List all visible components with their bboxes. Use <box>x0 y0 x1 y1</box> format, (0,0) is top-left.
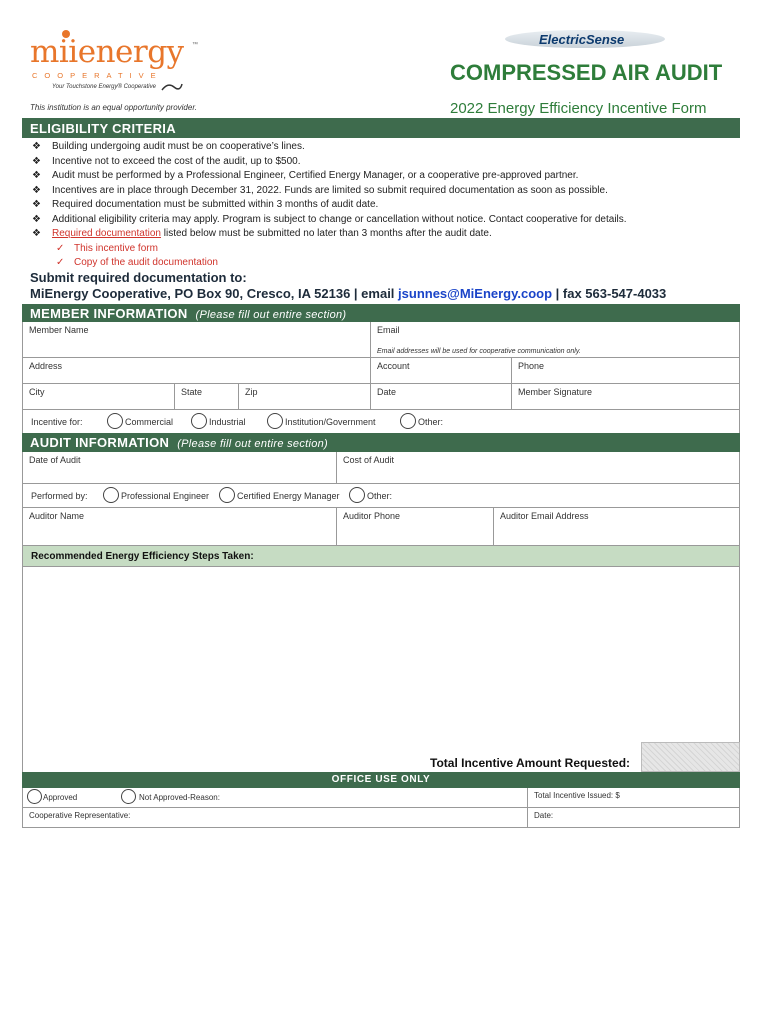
checkmark-icon: ✓ <box>56 242 65 254</box>
email-field[interactable]: Email Email addresses will be used for cooperative communication only. <box>371 322 740 358</box>
list-item: ❖ Audit must be performed by a Professional Engineer, Certified Energy Manager, or a cooperative pre-approved partner. <box>28 169 728 184</box>
list-item: ❖ Required documentation must be submitted within 3 months of audit date. <box>28 198 728 213</box>
list-item: ❖ Incentives are in place through December 31, 2022. Funds are limited so submit required documentation as soon as possible. <box>28 184 728 199</box>
recommended-steps-header <box>22 545 740 567</box>
diamond-bullet-icon: ❖ <box>32 184 41 196</box>
email-hint: Email addresses will be used for cooperative communication only. <box>377 348 581 355</box>
not-approved-radio[interactable] <box>121 789 136 804</box>
equal-opportunity-note: This institution is an equal opportunity provider. <box>30 103 197 112</box>
logo-cooperative: COOPERATIVE <box>32 71 163 80</box>
eligibility-title: ELIGIBILITY CRITERIA <box>30 121 176 136</box>
incentive-for-row: Incentive for: Commercial Industrial Institution/Government Other: <box>23 410 740 433</box>
recommended-steps-textarea[interactable] <box>22 567 740 772</box>
state-field[interactable]: State <box>175 384 239 410</box>
diamond-bullet-icon: ❖ <box>32 170 41 181</box>
approval-row: Approved Not Approved-Reason: <box>23 788 528 808</box>
submit-address: MiEnergy Cooperative, PO Box 90, Cresco, IA 52136 | email jsunnes@MiEnergy.coop | fax 563-547-4033 <box>30 286 667 301</box>
diamond-bullet-icon: ❖ <box>32 199 41 210</box>
electricsense-logo <box>505 24 665 52</box>
list-item: ✓ This incentive form <box>28 242 728 257</box>
institution-government-radio[interactable] <box>267 413 283 429</box>
industrial-radio[interactable] <box>191 413 207 429</box>
total-incentive-field[interactable] <box>641 742 740 772</box>
touchstone-icon <box>160 82 184 92</box>
recommended-steps-title: Recommended Energy Efficiency Steps Taken: <box>31 551 254 562</box>
date-of-audit-field[interactable]: Date of Audit <box>23 452 337 484</box>
member-info-header <box>22 304 740 322</box>
performed-by-label: Performed by: <box>31 491 88 501</box>
performed-by-row: Performed by: Professional Engineer Certified Energy Manager Other: <box>23 484 740 508</box>
submit-title: Submit required documentation to: <box>30 270 247 285</box>
diamond-bullet-icon: ❖ <box>32 213 41 225</box>
office-use-form <box>22 788 740 828</box>
diamond-bullet-icon: ❖ <box>32 141 41 152</box>
audit-info-note: (Please fill out entire section) <box>177 438 329 450</box>
list-item: ✓ Copy of the audit documentation <box>28 256 728 271</box>
eligibility-header <box>22 118 740 138</box>
commercial-radio[interactable] <box>107 413 123 429</box>
audit-info-form <box>22 452 740 545</box>
auditor-phone-field[interactable]: Auditor Phone <box>337 508 494 545</box>
cooperative-rep-field[interactable]: Cooperative Representative: <box>23 808 528 827</box>
address-field[interactable]: Address <box>23 358 371 384</box>
auditor-email-field[interactable]: Auditor Email Address <box>500 511 589 521</box>
date-field[interactable]: Date <box>371 384 512 410</box>
account-field[interactable]: Account <box>371 358 512 384</box>
office-date-field[interactable]: Date: <box>534 811 554 820</box>
member-info-note: (Please fill out entire section) <box>195 309 347 321</box>
audit-info-title: AUDIT INFORMATION <box>30 435 170 450</box>
list-item: ❖ Required documentation listed below must be submitted no later than 3 months after the audit date. <box>28 227 728 242</box>
logo-tagline: Your Touchstone Energy® Cooperative <box>52 84 156 90</box>
logo-brand: miienergy <box>30 34 184 70</box>
checkmark-icon: ✓ <box>56 257 65 268</box>
office-use-header: OFFICE USE ONLY <box>22 772 740 788</box>
page-title: COMPRESSED AIR AUDIT <box>450 60 723 85</box>
performer-other-radio[interactable] <box>349 487 365 503</box>
auditor-name-field[interactable]: Auditor Name <box>23 508 337 545</box>
city-field[interactable]: City <box>23 384 175 410</box>
member-info-title: MEMBER INFORMATION <box>30 306 188 321</box>
list-item: ❖ Building undergoing audit must be on cooperative’s lines. <box>28 140 728 155</box>
diamond-bullet-icon: ❖ <box>32 155 41 167</box>
diamond-bullet-icon: ❖ <box>32 228 41 239</box>
professional-engineer-radio[interactable] <box>103 487 119 503</box>
list-item: ❖ Incentive not to exceed the cost of the audit, up to $500. <box>28 155 728 170</box>
logo-tm: ™ <box>192 42 198 48</box>
total-issued-field[interactable]: Total Incentive Issued: $ <box>528 788 740 808</box>
phone-field[interactable]: Phone <box>512 358 740 384</box>
zip-field[interactable]: Zip <box>239 384 371 410</box>
required-documentation-link: Required documentation <box>52 228 161 239</box>
mienergy-logo <box>28 20 208 98</box>
electricsense-text: ElectricSense <box>539 32 625 47</box>
page-subtitle: 2022 Energy Efficiency Incentive Form <box>450 100 707 117</box>
member-info-form <box>22 322 740 433</box>
email-link[interactable]: jsunnes@MiEnergy.coop <box>398 286 553 301</box>
total-incentive-label: Total Incentive Amount Requested: <box>430 756 631 770</box>
cost-of-audit-field[interactable]: Cost of Audit <box>337 452 740 484</box>
member-name-field[interactable]: Member Name <box>23 322 371 358</box>
incentive-for-label: Incentive for: <box>31 417 83 427</box>
list-item: ❖ Additional eligibility criteria may apply. Program is subject to change or cancellation without notice. Contact cooperative for details. <box>28 213 728 228</box>
eligibility-list <box>28 140 728 271</box>
certified-energy-manager-radio[interactable] <box>219 487 235 503</box>
audit-info-header <box>22 433 740 452</box>
other-radio[interactable] <box>400 413 416 429</box>
approved-radio[interactable] <box>27 789 42 804</box>
member-signature-field[interactable]: Member Signature <box>512 384 740 410</box>
